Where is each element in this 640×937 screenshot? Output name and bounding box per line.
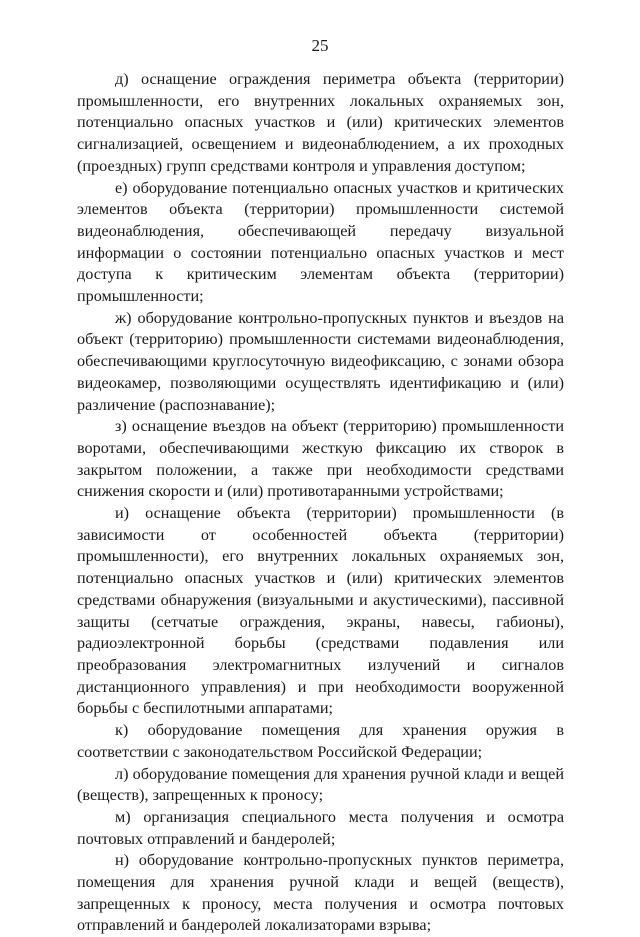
- document-body: [77, 69, 564, 937]
- paragraph-e: е) оборудование потенциально опасных участков и критических элементов объекта (территории) промышленности системой видеонаблюдения, обеспечивающей передачу визуальной информации о состоянии потенциально опасных участков и мест доступа к критическим элементам объекта (территории) промышленности;: [77, 178, 564, 306]
- paragraph-l: л) оборудование помещения для хранения ручной клади и вещей (веществ), запрещенных к проносу;: [77, 764, 564, 805]
- paragraph-i: и) оснащение объекта (территории) промышленности (в зависимости от особенностей объекта (территории) промышленности), его внутренних локальных охраняемых зон, потенциально опасных участков и (или) критических элементов средствами обнаружения (визуальными и акустическими), пассивной защиты (сетчатые ограждения, экраны, навесы, габионы), радиоэлектронной борьбы (средствами подавления или преобразования электромагнитных излучений и сигналов дистанционного управления) и при необходимости вооруженной борьбы с беспилотными аппаратами;: [77, 504, 564, 718]
- paragraph-zh: ж) оборудование контрольно-пропускных пунктов и въездов на объект (территорию) промышленности системами видеонаблюдения, обеспечивающими круглосуточную видеофиксацию, с зонами обзора видеокамер, позволяющими осуществлять идентификацию и (или) различение (распознавание);: [77, 308, 564, 414]
- paragraph-k: к) оборудование помещения для хранения оружия в соответствии с законодательством Российской Федерации;: [77, 721, 564, 761]
- paragraph-d: д) оснащение ограждения периметра объекта (территории) промышленности, его внутренних локальных охраняемых зон, потенциально опасных участков и (или) критических элементов сигнализацией, освещением и видеонаблюдением, а их проходных (проездных) групп средствами контроля и управления доступом;: [77, 70, 564, 175]
- paragraph-n: н) оборудование контрольно-пропускных пунктов периметра, помещения для хранения ручной клади и вещей (веществ), запрещенных к проносу, места получения и осмотра почтовых отправлений и бандеролей локализаторами взрыва;: [77, 851, 564, 935]
- page-number: 25: [311, 36, 329, 55]
- paragraph-m: м) организация специального места получения и осмотра почтовых отправлений и бандеролей;: [77, 807, 564, 848]
- paragraph-z: з) оснащение въездов на объект (территорию) промышленности воротами, обеспечивающими жесткую фиксацию их створок в закрытом положении, а также при необходимости средствами снижения скорости и (или) противотаранными устройствами;: [77, 417, 564, 501]
